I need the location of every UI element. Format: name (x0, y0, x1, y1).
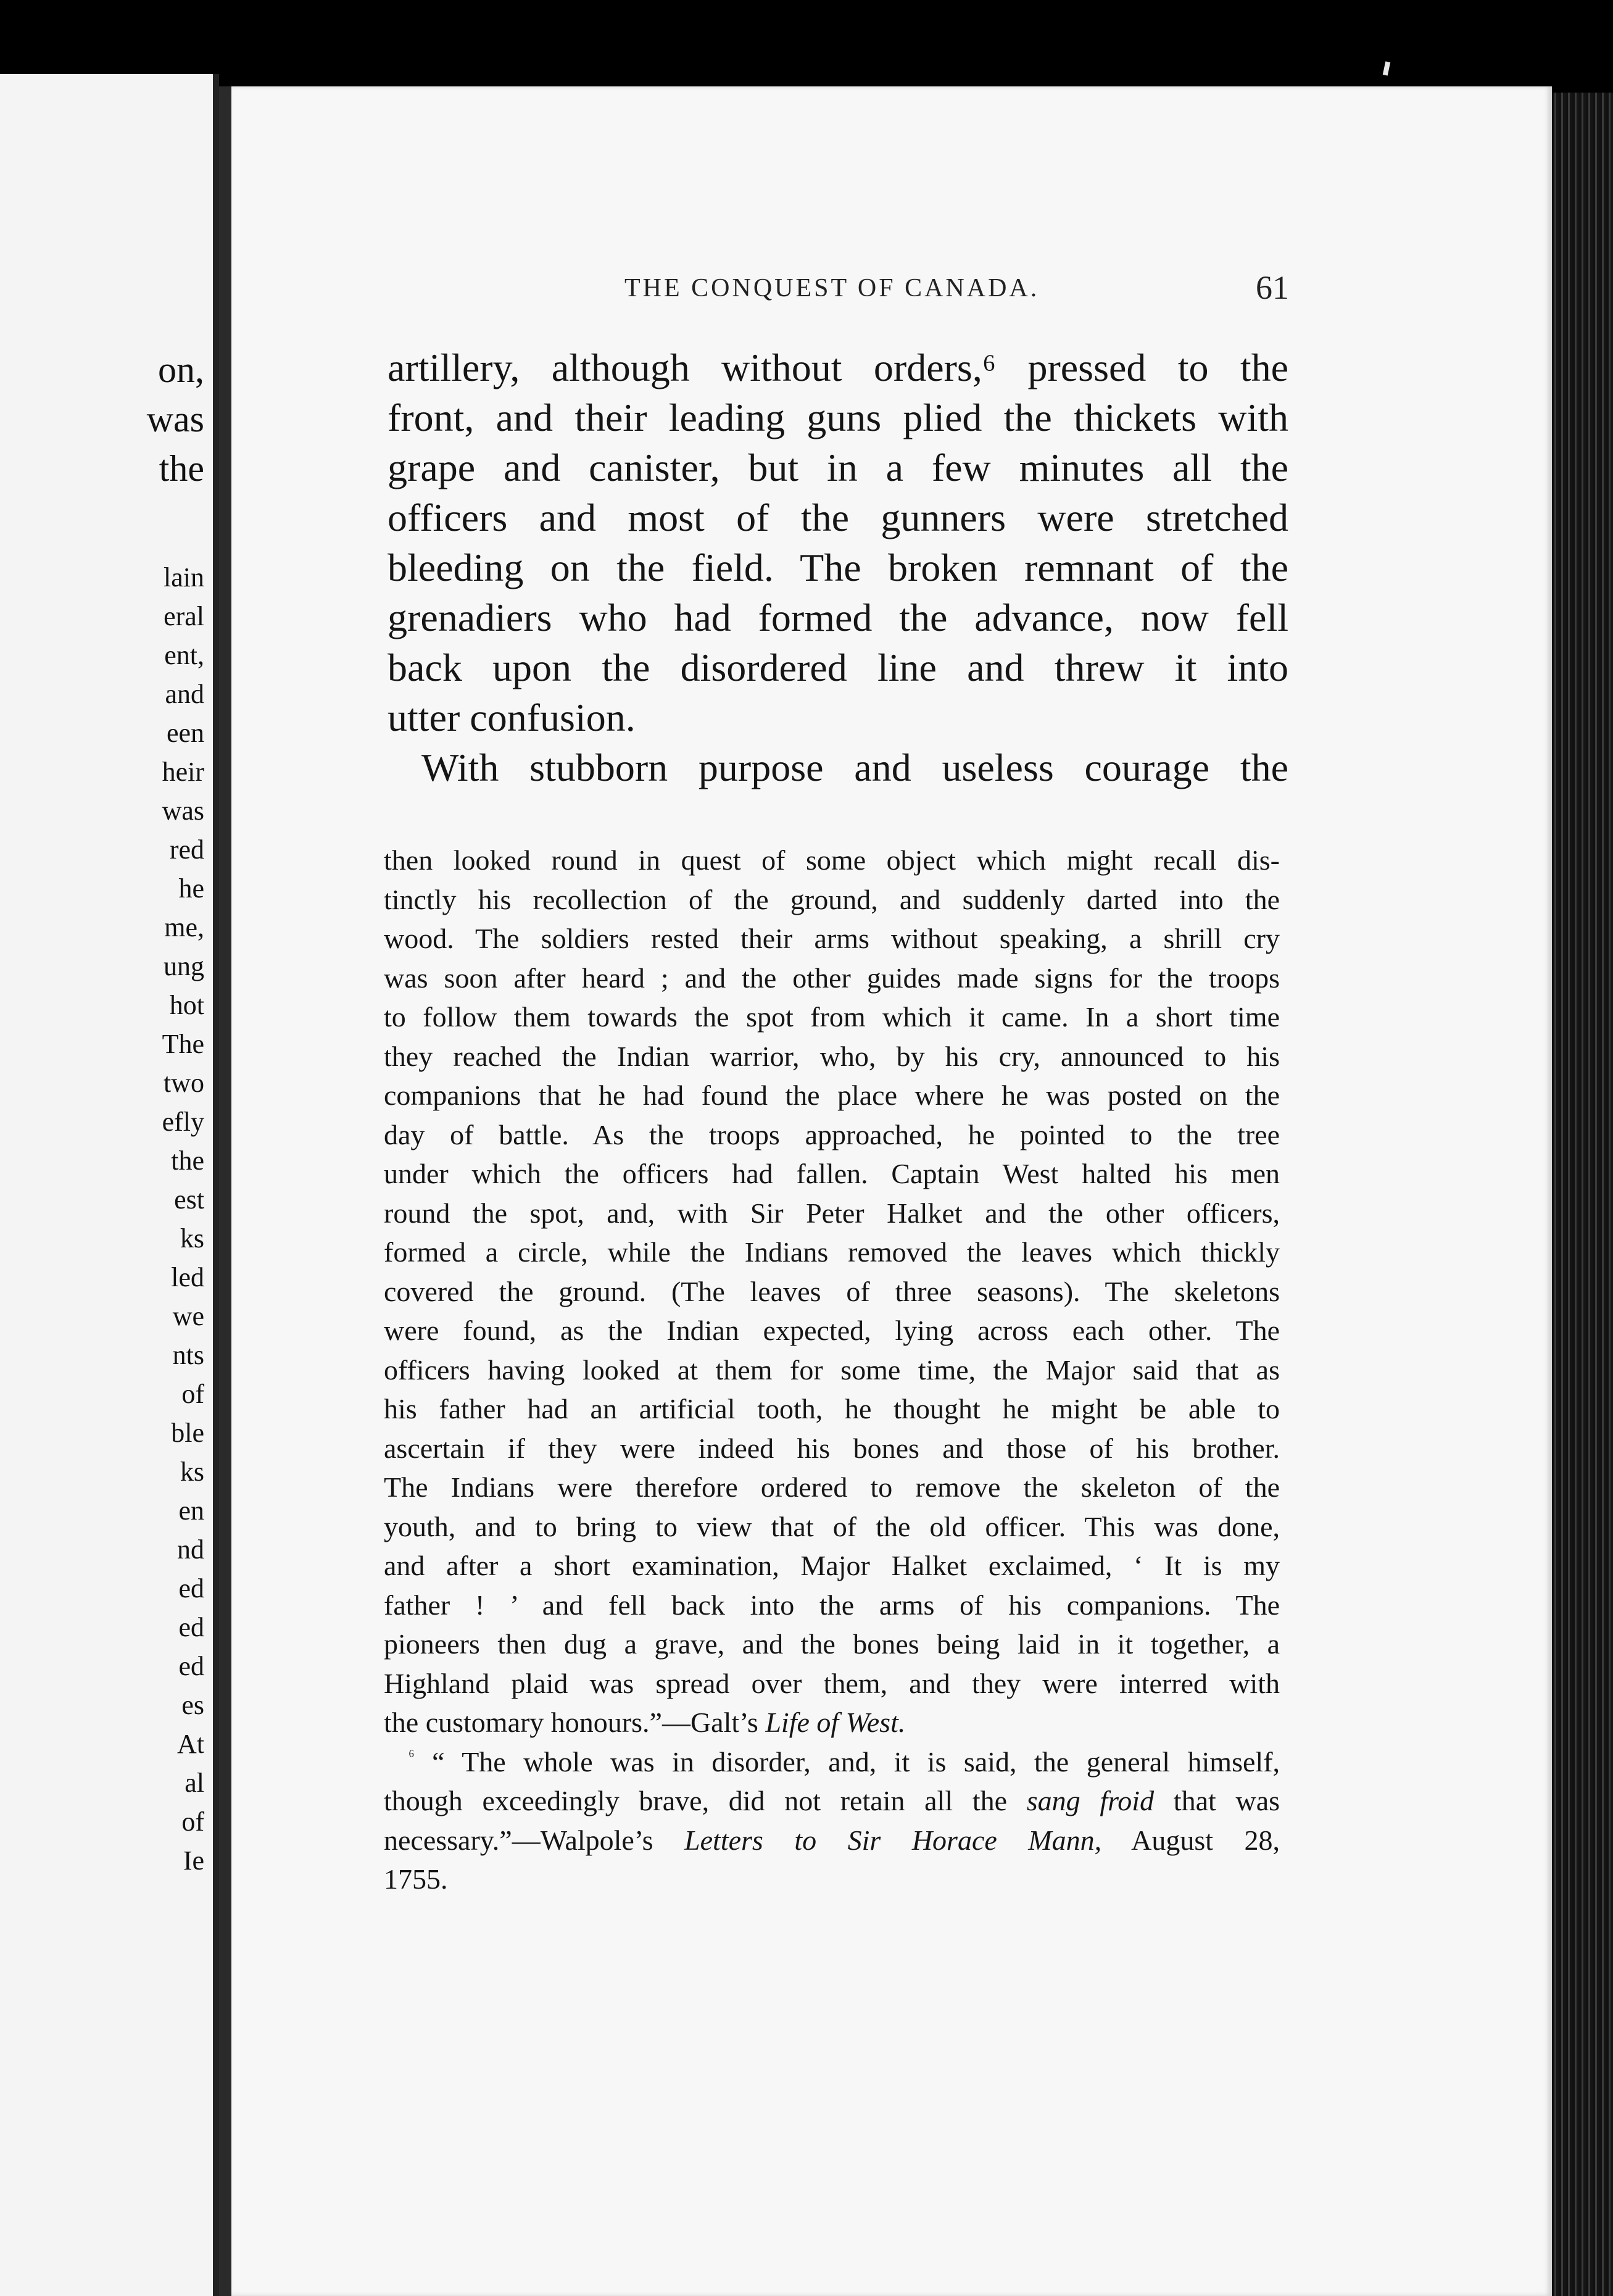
footnote-6-text: that was (1173, 1785, 1280, 1816)
footnote-line: then looked round in quest of some object which might recall dis- (384, 844, 1280, 876)
footnote-line: round the spot, and, with Sir Peter Halket and the other officers, (384, 1197, 1280, 1229)
galt-citation-prefix: the customary honours.”—Galt’s (384, 1707, 758, 1738)
left-page-fragment: ed (178, 1573, 204, 1603)
footnote-line: covered the ground. (The leaves of three seasons). The skeletons (384, 1275, 1280, 1307)
footnote-line: father ! ’ and fell back into the arms of his companions. The (384, 1589, 1280, 1621)
footnote-6-italic: sang froid (1026, 1785, 1155, 1816)
left-page-fragment: Ie (183, 1845, 204, 1876)
left-page-fragment: was (162, 796, 204, 826)
footnote-6-line (384, 1781, 1280, 1821)
left-facing-page (0, 74, 219, 2296)
left-page-fragment: ks (180, 1223, 204, 1254)
left-page-fragment: he (178, 873, 204, 904)
footnote-6-line (384, 1821, 1280, 1860)
galt-citation-title: Life of West. (765, 1707, 906, 1738)
left-page-fragment: lain (164, 562, 204, 593)
left-page-fragment: efly (162, 1107, 204, 1137)
footnote-line (384, 1703, 1280, 1742)
left-page-fragment: est (174, 1184, 204, 1215)
left-page-fragment: ent, (164, 640, 204, 670)
left-page-fragment: was (146, 399, 204, 439)
left-page-fragment: led (171, 1262, 204, 1292)
left-page-fragment: two (164, 1068, 204, 1098)
footnote-line: formed a circle, while the Indians removed the leaves which thickly (384, 1236, 1280, 1268)
footnote-line: wood. The soldiers rested their arms without speaking, a shrill cry (384, 923, 1280, 954)
footnotes (384, 841, 1280, 1899)
left-page-fragment: hot (169, 990, 204, 1020)
body-line: grenadiers who had formed the advance, now fell (388, 596, 1288, 639)
left-page-fragment: ble (171, 1418, 204, 1448)
footnote-line: day of battle. As the troops approached, he pointed to the tree (384, 1118, 1280, 1150)
left-page-fragment: the (171, 1146, 204, 1176)
body-line: With stubborn purpose and useless courage the (421, 746, 1288, 789)
left-page-fragment: of (181, 1379, 204, 1409)
left-page-fragment: the (159, 448, 204, 489)
footnote-line: under which the officers had fallen. Captain West halted his men (384, 1158, 1280, 1189)
footnote-line: ascertain if they were indeed his bones and those of his brother. (384, 1432, 1280, 1464)
body-text (388, 343, 1288, 792)
left-page-fragment: es (181, 1690, 204, 1720)
left-page-fragment: eral (164, 601, 204, 631)
left-page-fragment: The (162, 1029, 204, 1059)
footnote-line: companions that he had found the place where he was posted on the (384, 1079, 1280, 1111)
footnote-6-text: though exceedingly brave, did not retain all the (384, 1785, 1008, 1816)
footnote-line: Highland plaid was spread over them, and they were interred with (384, 1667, 1280, 1699)
left-page-fragment: al (185, 1768, 204, 1798)
footnote-6-text: necessary.”—Walpole’s (384, 1824, 653, 1856)
footnote-marker: ⁶ (408, 1745, 415, 1765)
footnote-line: to follow them towards the spot from which it came. In a short time (384, 1001, 1280, 1033)
footnote-line: were found, as the Indian expected, lying across each other. The (384, 1315, 1280, 1346)
body-line: front, and their leading guns plied the thickets with (388, 396, 1288, 439)
left-page-fragment: red (169, 834, 204, 865)
footnote-line: tinctly his recollection of the ground, and suddenly darted into the (384, 883, 1280, 915)
left-page-fragment: on, (158, 349, 204, 390)
left-page-fragment: we (172, 1301, 204, 1331)
dust-speck (1383, 61, 1390, 75)
page-number: 61 (1256, 269, 1289, 306)
left-page-fragment: At (177, 1729, 204, 1759)
body-line: back upon the disordered line and threw it into (388, 646, 1288, 689)
left-page-fragment: nd (177, 1534, 204, 1565)
left-page-fragment: and (165, 679, 204, 709)
left-page-fragment: ed (178, 1651, 204, 1681)
footnote-6-line: 1755. (384, 1863, 448, 1895)
left-page-fragment: een (166, 718, 204, 748)
body-line: grape and canister, but in a few minutes all the (388, 446, 1288, 489)
left-page-fragment: nts (172, 1340, 204, 1370)
footnote-line: officers having looked at them for some time, the Major said that as (384, 1354, 1280, 1386)
left-page-fragment: of (181, 1807, 204, 1837)
running-title: THE CONQUEST OF CANADA. (624, 274, 1040, 302)
running-header (624, 269, 1289, 310)
footnote-6-text: “ The whole was in disorder, and, it is said, the general himself, (432, 1745, 1280, 1778)
left-page-fragment: ks (180, 1457, 204, 1487)
left-page-fragment: heir (162, 757, 204, 787)
body-line: bleeding on the field. The broken remnant of the (388, 546, 1288, 589)
footnote-line: The Indians were therefore ordered to remove the skeleton of the (384, 1471, 1280, 1503)
left-page-fragment: ung (164, 951, 204, 981)
book-gutter (219, 86, 231, 2296)
footnote-6-line (384, 1742, 1280, 1782)
page-edges (1552, 93, 1613, 2296)
footnote-6-text: August 28, (1131, 1824, 1280, 1856)
body-line: officers and most of the gunners were stretched (388, 496, 1288, 539)
body-line: utter confusion. (388, 696, 636, 739)
footnote-line: was soon after heard ; and the other guides made signs for the troops (384, 962, 1280, 994)
footnote-line: youth, and to bring to view that of the old officer. This was done, (384, 1510, 1280, 1542)
footnote-line: they reached the Indian warrior, who, by his cry, announced to his (384, 1040, 1280, 1072)
left-page-fragment: me, (164, 912, 204, 942)
footnote-line: his father had an artificial tooth, he thought he might be able to (384, 1393, 1280, 1425)
body-line: artillery, although without orders,⁶ pressed to the (388, 346, 1288, 389)
footnote-line: pioneers then dug a grave, and the bones being laid in it together, a (384, 1628, 1280, 1660)
left-page-fragment: en (178, 1495, 204, 1526)
footnote-6-italic: Letters to Sir Horace Mann, (684, 1824, 1102, 1856)
left-page-fragment: ed (178, 1612, 204, 1642)
footnote-line: and after a short examination, Major Halket exclaimed, ‘ It is my (384, 1550, 1280, 1581)
